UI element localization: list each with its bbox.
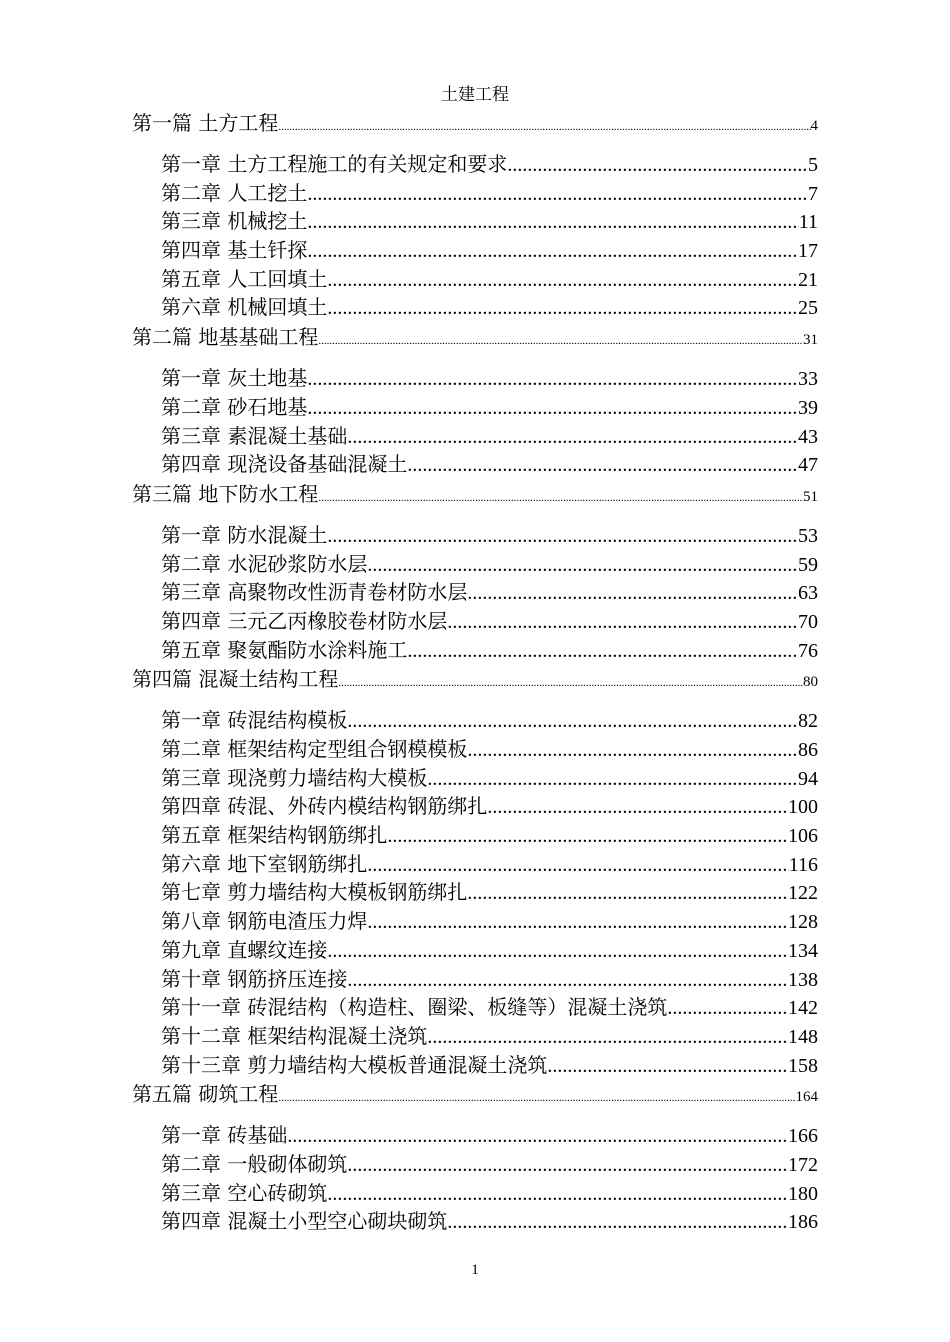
toc-chapter-entry (161, 636, 818, 665)
dot-leader (287, 1122, 788, 1151)
toc-entry-title: 第一章 土方工程施工的有关规定和要求 (161, 152, 508, 176)
dot-leader (507, 151, 808, 180)
toc-entry-title: 第二章 一般砌体砌筑 (161, 1151, 348, 1176)
toc-part-entry (132, 1079, 818, 1109)
toc-entry-title: 第一章 防水混凝土 (161, 522, 328, 547)
toc-part-entry (132, 108, 818, 138)
toc-entry-page-number: 80 (803, 674, 818, 691)
toc-entry-page-number: 128 (788, 911, 818, 934)
dot-leader (407, 637, 798, 666)
toc-entry-title: 第四章 混凝土小型空心砌块砌筑 (161, 1209, 448, 1234)
toc-chapter-entry (161, 521, 818, 550)
toc-entry-page-number: 106 (788, 825, 818, 848)
dot-leader (327, 1180, 788, 1209)
dot-leader (347, 1151, 788, 1180)
toc-chapter-entry (161, 1022, 818, 1051)
dot-leader (367, 851, 788, 880)
dot-leader (318, 483, 803, 513)
dot-leader (327, 266, 798, 295)
toc-entry-page-number: 76 (798, 639, 818, 662)
toc-entry-title: 第四章 砖混、外砖内模结构钢筋绑扎 (161, 794, 488, 819)
toc-entry-title: 第二章 人工挖土 (161, 180, 308, 205)
dot-leader (347, 966, 788, 995)
dot-leader (427, 1023, 788, 1052)
dot-leader (467, 736, 798, 765)
dot-leader (338, 668, 803, 698)
dot-leader (487, 793, 788, 822)
toc-entry-title: 第六章 机械回填土 (161, 295, 328, 320)
toc-entry-title: 第二章 框架结构定型组合钢模模板 (161, 737, 468, 761)
toc-entry-page-number: 186 (788, 1211, 818, 1234)
table-of-contents (132, 108, 818, 1236)
toc-entry-page-number: 164 (795, 1089, 818, 1106)
dot-leader (318, 326, 803, 356)
dot-leader (327, 937, 788, 966)
toc-entry-title: 第八章 钢筋电渣压力焊 (161, 909, 368, 934)
dot-leader (307, 208, 798, 237)
toc-entry-page-number: 116 (788, 853, 818, 876)
page-header: 土建工程 (441, 85, 509, 105)
dot-leader (367, 551, 798, 580)
dot-leader (547, 1052, 788, 1081)
toc-entry-title: 第十三章 剪力墙结构大模板普通混凝土浇筑 (161, 1052, 548, 1077)
page-number: 1 (471, 1262, 479, 1278)
dot-leader (307, 394, 798, 423)
toc-chapter-entry (161, 422, 818, 451)
toc-entry-page-number: 138 (788, 968, 818, 991)
toc-entry-page-number: 7 (808, 182, 818, 205)
dot-leader (278, 112, 810, 142)
toc-chapter-entry (161, 207, 818, 236)
toc-entry-page-number: 142 (788, 997, 818, 1020)
toc-entry-page-number: 70 (798, 610, 818, 633)
toc-chapter-entry (161, 1179, 818, 1208)
toc-entry-page-number: 47 (798, 454, 818, 477)
toc-part-entry (132, 664, 818, 694)
dot-leader (447, 1208, 788, 1237)
toc-entry-title: 第三篇 地下防水工程 (132, 481, 319, 506)
toc-entry-title: 第三章 空心砖砌筑 (161, 1180, 328, 1205)
toc-entry-title: 第五章 人工回填土 (161, 266, 328, 291)
toc-chapter-entry (161, 293, 818, 322)
toc-entry-title: 第四章 基土钎探 (161, 238, 308, 263)
toc-entry-page-number: 86 (798, 739, 818, 761)
toc-entry-title: 第三章 素混凝土基础 (161, 423, 348, 448)
toc-chapter-entry (161, 965, 818, 994)
toc-entry-title: 第四篇 混凝土结构工程 (132, 667, 339, 692)
toc-chapter-entry (161, 578, 818, 607)
toc-entry-page-number: 172 (788, 1153, 818, 1176)
toc-chapter-entry (161, 706, 818, 735)
toc-entry-page-number: 122 (788, 882, 818, 905)
toc-entry-title: 第四章 三元乙丙橡胶卷材防水层 (161, 608, 448, 633)
toc-entry-page-number: 17 (798, 240, 818, 263)
toc-chapter-entry (161, 364, 818, 393)
toc-entry-title: 第十二章 框架结构混凝土浇筑 (161, 1023, 428, 1048)
dot-leader (367, 908, 788, 937)
toc-entry-page-number: 53 (798, 524, 818, 547)
toc-entry-title: 第五章 聚氨酯防水涂料施工 (161, 637, 408, 662)
toc-entry-page-number: 11 (798, 211, 818, 234)
dot-leader (667, 994, 788, 1023)
toc-entry-page-number: 59 (798, 553, 818, 576)
dot-leader (307, 365, 798, 394)
toc-entry-title: 第二篇 地基基础工程 (132, 325, 319, 350)
toc-entry-page-number: 4 (810, 118, 818, 134)
toc-chapter-entry (161, 936, 818, 965)
dot-leader (387, 822, 788, 851)
toc-entry-page-number: 33 (798, 368, 818, 391)
toc-entry-title: 第三章 现浇剪力墙结构大模板 (161, 765, 428, 790)
toc-entry-page-number: 180 (788, 1182, 818, 1205)
toc-entry-title: 第十一章 砖混结构（构造柱、圈梁、板缝等）混凝土浇筑 (161, 995, 668, 1020)
toc-entry-page-number: 158 (788, 1054, 818, 1077)
dot-leader (347, 707, 798, 736)
toc-chapter-entry (161, 550, 818, 579)
toc-entry-title: 第十章 钢筋挤压连接 (161, 966, 348, 991)
toc-chapter-entry (161, 179, 818, 208)
toc-part-entry (132, 322, 818, 352)
toc-entry-page-number: 148 (788, 1025, 818, 1048)
toc-entry-page-number: 94 (798, 767, 818, 790)
toc-entry-page-number: 39 (798, 396, 818, 419)
toc-part-entry (132, 479, 818, 509)
toc-chapter-entry (161, 236, 818, 265)
toc-entry-title: 第三章 机械挖土 (161, 209, 308, 234)
toc-entry-title: 第一章 砖混结构模板 (161, 708, 348, 733)
toc-chapter-entry (161, 878, 818, 907)
toc-chapter-entry (161, 1150, 818, 1179)
dot-leader (447, 608, 798, 637)
toc-chapter-entry (161, 150, 818, 179)
toc-chapter-entry (161, 764, 818, 793)
toc-chapter-entry (161, 607, 818, 636)
toc-chapter-entry (161, 1207, 818, 1236)
toc-entry-page-number: 100 (788, 796, 818, 819)
dot-leader (307, 180, 808, 209)
toc-entry-title: 第五章 框架结构钢筋绑扎 (161, 823, 388, 848)
toc-entry-page-number: 166 (788, 1125, 818, 1148)
toc-chapter-entry (161, 1121, 818, 1150)
toc-entry-page-number: 134 (788, 939, 818, 962)
dot-leader (347, 423, 798, 452)
toc-entry-title: 第六章 地下室钢筋绑扎 (161, 851, 368, 876)
toc-entry-page-number: 31 (803, 332, 818, 349)
toc-entry-title: 第三章 高聚物改性沥青卷材防水层 (161, 580, 468, 605)
dot-leader (327, 522, 798, 551)
toc-entry-title: 第一章 灰土地基 (161, 366, 308, 391)
toc-chapter-entry (161, 850, 818, 879)
toc-entry-page-number: 21 (798, 268, 818, 291)
toc-chapter-entry (161, 450, 818, 479)
toc-chapter-entry (161, 735, 818, 764)
toc-chapter-entry (161, 821, 818, 850)
toc-chapter-entry (161, 792, 818, 821)
dot-leader (307, 237, 798, 266)
toc-entry-page-number: 82 (798, 710, 818, 733)
toc-entry-title: 第七章 剪力墙结构大模板钢筋绑扎 (161, 880, 468, 905)
toc-entry-title: 第一篇 土方工程 (132, 111, 279, 135)
dot-leader (427, 765, 798, 794)
toc-entry-title: 第四章 现浇设备基础混凝土 (161, 452, 408, 477)
toc-entry-page-number: 51 (803, 488, 818, 505)
dot-leader (327, 294, 798, 323)
toc-entry-title: 第二章 水泥砂浆防水层 (161, 551, 368, 576)
toc-entry-title: 第一章 砖基础 (161, 1123, 288, 1148)
toc-entry-title: 第五篇 砌筑工程 (132, 1082, 279, 1107)
dot-leader (467, 879, 788, 908)
toc-chapter-entry (161, 907, 818, 936)
toc-entry-page-number: 25 (798, 297, 818, 320)
toc-entry-page-number: 63 (798, 582, 818, 605)
toc-chapter-entry (161, 1051, 818, 1080)
toc-entry-title: 第二章 砂石地基 (161, 394, 308, 419)
toc-chapter-entry (161, 265, 818, 294)
dot-leader (467, 579, 798, 608)
toc-entry-page-number: 43 (798, 425, 818, 448)
toc-entry-page-number: 5 (808, 154, 818, 176)
toc-entry-title: 第九章 直螺纹连接 (161, 937, 328, 962)
toc-chapter-entry (161, 393, 818, 422)
dot-leader (407, 451, 798, 480)
dot-leader (278, 1083, 795, 1113)
toc-chapter-entry (161, 993, 818, 1022)
